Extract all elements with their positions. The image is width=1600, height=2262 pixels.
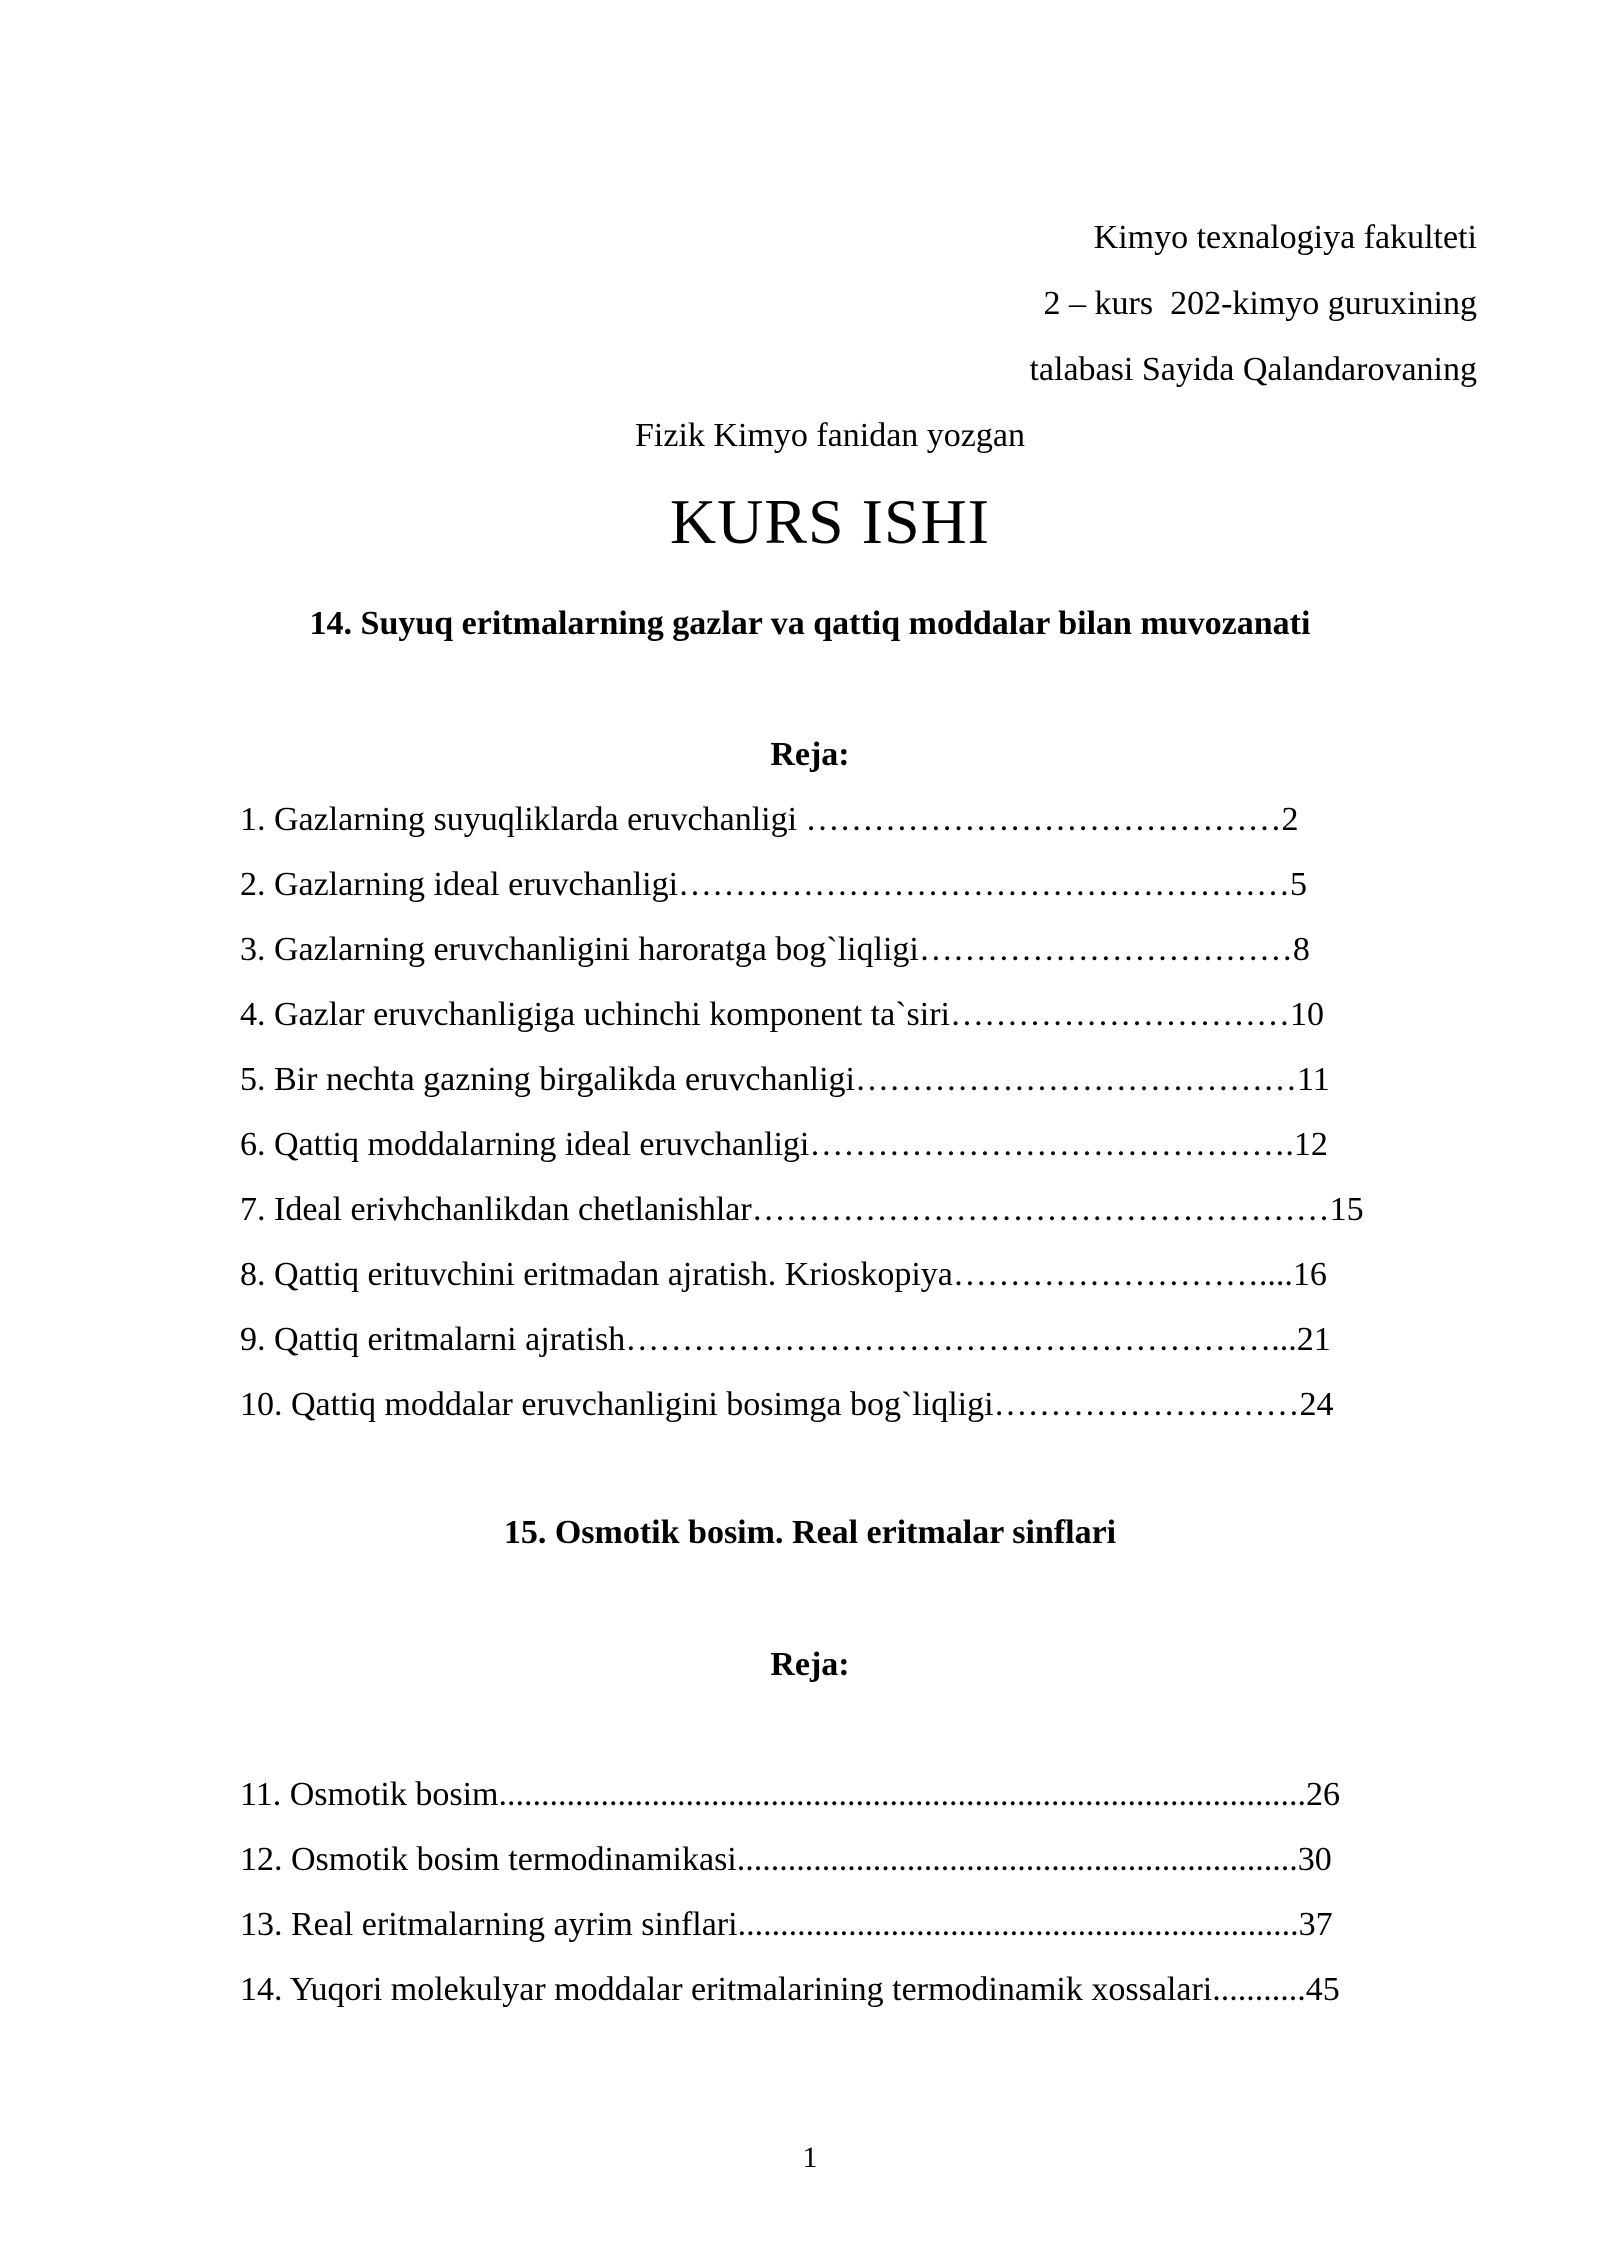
section-title-15: 15. Osmotik bosim. Real eritmalar sinflari — [503, 1514, 1117, 1551]
section-title-14: 14. Suyuq eritmalarning gazlar va qattiq moddalar bilan muvozanati — [309, 605, 1311, 642]
toc-item: 2. Gazlarning ideal eruvchanligi………………………………………………5 — [240, 866, 1308, 903]
page-number: 1 — [802, 2141, 818, 2174]
toc-item: 5. Bir nechta gazning birgalikda eruvchanligi…………………………………11 — [240, 1061, 1330, 1098]
toc-item: 7. Ideal erivhchanlikdan chetlanishlar……………………………………………15 — [240, 1191, 1364, 1228]
toc-item: 9. Qattiq eritmalarni ajratish…………………………………………………...21 — [240, 1321, 1331, 1358]
plan-label-1: Reja: — [770, 736, 850, 773]
toc-item: 6. Qattiq moddalarning ideal eruvchanligi…………………………………….12 — [240, 1126, 1328, 1163]
toc-item: 10. Qattiq moddalar eruvchanligini bosimga bog`liqligi………………………24 — [240, 1386, 1334, 1423]
toc-item: 14. Yuqori molekulyar moddalar eritmalarining termodinamik xossalari...........45 — [240, 1971, 1340, 2008]
header-student: talabasi Sayida Qalandarovaning — [1029, 351, 1477, 388]
toc-item: 8. Qattiq erituvchini eritmadan ajratish. Krioskopiya………………………....16 — [240, 1256, 1327, 1293]
subject-line: Fizik Kimyo fanidan yozgan — [635, 417, 1025, 454]
toc-item: 12. Osmotik bosim termodinamikasi..................................................................30 — [240, 1841, 1332, 1878]
toc-item: 11. Osmotik bosim...............................................................................................26 — [240, 1776, 1340, 1813]
toc-item: 3. Gazlarning eruvchanligini haroratga bog`liqligi……………………………8 — [240, 931, 1310, 968]
toc-item: 1. Gazlarning suyuqliklarda eruvchanligi ……………………………………2 — [240, 801, 1299, 838]
plan-label-2: Reja: — [770, 1646, 850, 1683]
toc-item: 13. Real eritmalarning ayrim sinflari..................................................................37 — [240, 1906, 1333, 1943]
header-faculty: Kimyo texnalogiya fakulteti — [1093, 219, 1477, 256]
main-title: KURS ISHI — [669, 486, 991, 557]
toc-item: 4. Gazlar eruvchanligiga uchinchi komponent ta`siri…………………………10 — [240, 996, 1324, 1033]
header-course-group: 2 – kurs 202-kimyo guruxining — [1043, 285, 1477, 322]
